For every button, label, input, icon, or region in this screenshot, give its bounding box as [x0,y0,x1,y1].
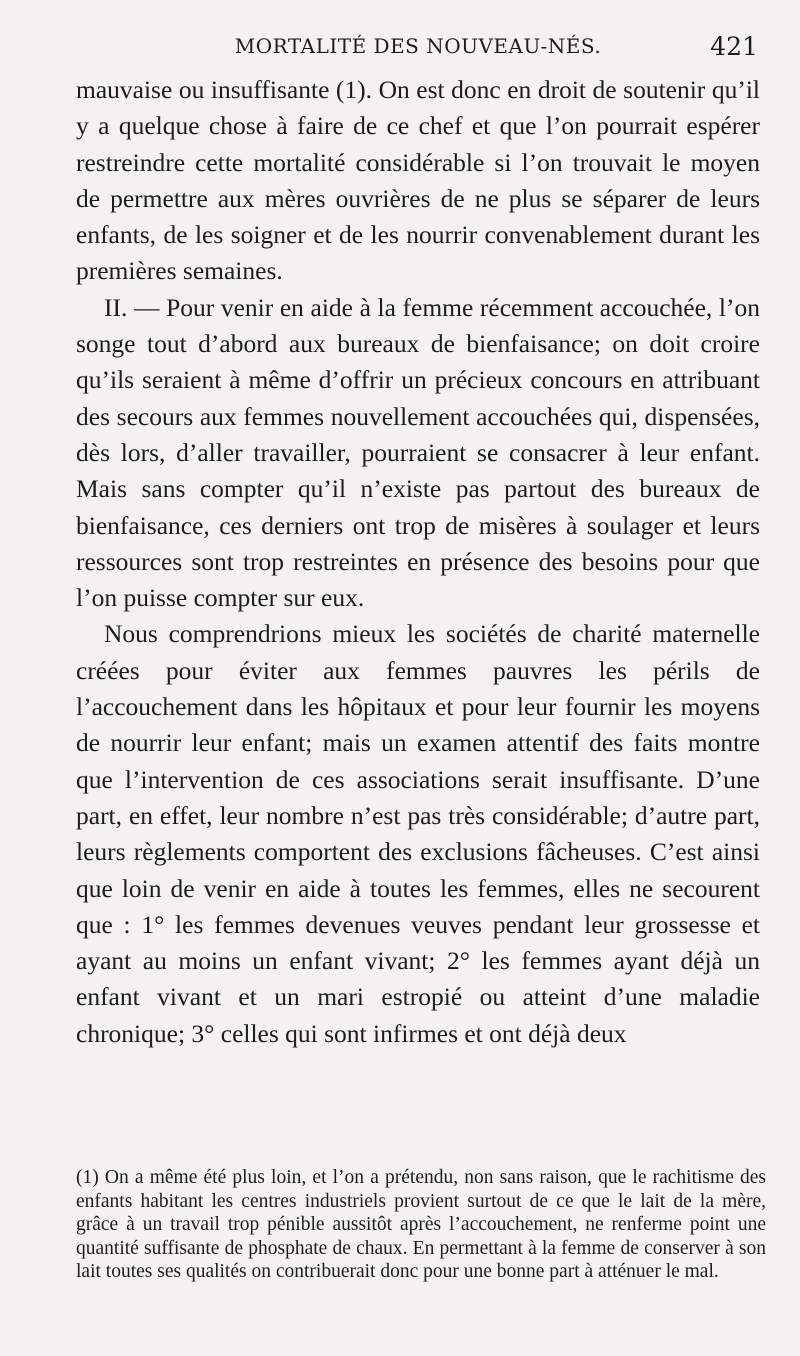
paragraph: II. — Pour venir en aide à la femme récemment accouchée, l’on songe tout d’abord aux bureaux de bienfaisance; on doit croire qu’ils seraient à même d’offrir un précieux concours en attribuant des secours aux femmes nouvellement accouchées qui, dispensées, dès lors, d’aller travailler, pourraient se consacrer à leur enfant. Mais sans compter qu’il n’existe pas partout des bureaux de bienfaisance, ces derniers ont trop de misères à soulager et leurs ressources sont trop restreintes en présence des besoins pour que l’on puisse compter sur eux. [76,292,760,613]
paragraph: mauvaise ou insuffisante (1). On est donc en droit de soutenir qu’il y a quelque chose à faire de ce chef et que l’on pourrait espérer restreindre cette mortalité considérable si l’on trouvait le moyen de permettre aux mères ouvrières de ne plus se séparer de leurs enfants, de les soigner et de les nourrir convenablement durant les premières semaines. [76,75,760,286]
footnote-text: On a même été plus loin, et l’on a prétendu, non sans raison, que le rachitisme des enfants habitant les centres industriels provient surtout de ce que le lait de la mère, grâce à un travail trop pénible aussitôt après l’accouchement, ne renferme point une quantité suffisante de phosphate de chaux. En permettant à la femme de conserver à son lait toutes ses qualités on contribuerait donc pour une bonne part à atténuer le mal. [76,1167,766,1283]
page-header [78,30,758,70]
footnote-marker: (1) [76,1167,99,1188]
footnote [76,1166,766,1284]
running-title: MORTALITÉ DES NOUVEAU-NÉS. [234,34,602,58]
body-text [76,72,760,1052]
paragraph: Nous comprendrions mieux les sociétés de charité maternelle créées pour éviter aux femmes pauvres les périls de l’accouchement dans les hôpitaux et pour leur fournir les moyens de nourrir leur enfant; mais un examen attentif des faits montre que l’intervention de ces associations serait insuffisante. D’une part, en effet, leur nombre n’est pas très considérable; d’autre part, leurs règlements comportent des exclusions fâcheuses. C’est ainsi que loin de venir en aide à toutes les femmes, elles ne secourent que : 1° les femmes devenues veuves pendant leur grossesse et ayant au moins un enfant vivant; 2° les femmes ayant déjà un enfant vivant et un mari estropié ou atteint d’une maladie chronique; 3° celles qui sont infirmes et ont déjà deux [76,619,760,1048]
page-number: 421 [710,32,758,61]
